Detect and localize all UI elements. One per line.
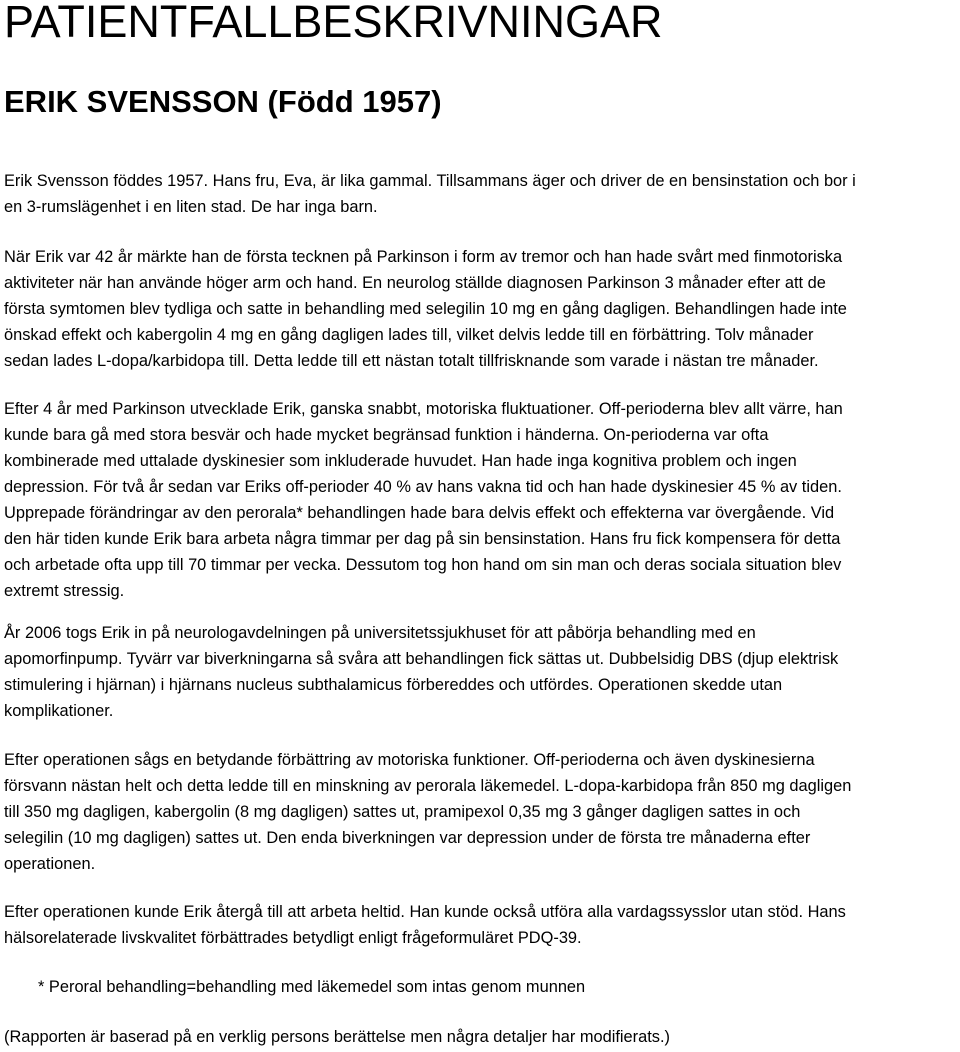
text-line: Erik Svensson föddes 1957. Hans fru, Eva, är lika gammal. Tillsammans äger och driver de en bensinstation och bor i: [4, 172, 856, 190]
patient-heading: ERIK SVENSSON (Född 1957): [4, 84, 442, 119]
text-line: sedan lades L-dopa/karbidopa till. Detta ledde till ett nästan totalt tillfrisknande som varade i nästan tre månader.: [4, 352, 819, 370]
document-title: PATIENTFALLBESKRIVNINGAR: [4, 0, 663, 47]
text-line: komplikationer.: [4, 702, 114, 720]
text-line: kunde bara gå med stora besvär och hade mycket begränsad funktion i händerna. On-perioderna var ofta: [4, 426, 769, 444]
text-line: första symtomen blev tydliga och satte in behandling med selegilin 10 mg en gång dagligen. Behandlingen hade inte: [4, 300, 847, 318]
text-line: Efter operationen sågs en betydande förbättring av motoriska funktioner. Off-perioderna och även dyskinesierna: [4, 751, 815, 769]
text-line: selegilin (10 mg dagligen) sattes ut. Den enda biverkningen var depression under de första tre månaderna efter: [4, 829, 811, 847]
text-line: Efter 4 år med Parkinson utvecklade Erik, ganska snabbt, motoriska fluktuationer. Off-perioderna blev allt värre, han: [4, 400, 843, 418]
paragraph-fluctuations: [4, 396, 956, 604]
text-line: Upprepade förändringar av den perorala* behandlingen hade bara delvis effekt och effekterna var övergående. Vid: [4, 504, 835, 522]
text-line: operationen.: [4, 855, 96, 873]
text-line: och arbetade ofta upp till 70 timmar per vecka. Dessutom tog hon hand om sin man och deras sociala situation blev: [4, 556, 842, 574]
text-line: apomorfinpump. Tyvärr var biverkningarna så svåra att behandlingen fick sättas ut. Dubbelsidig DBS (djup elektrisk: [4, 650, 839, 668]
footnote: * Peroral behandling=behandling med läkemedel som intas genom munnen: [38, 978, 586, 996]
text-line: kombinerade med uttalade dyskinesier som inkluderade huvudet. Han hade inga kognitiva problem och ingen: [4, 452, 797, 470]
text-line: den här tiden kunde Erik bara arbeta några timmar per dag på sin bensinstation. Hans fru fick kompensera för detta: [4, 530, 841, 548]
paragraph-dbs-operation: [4, 620, 956, 724]
text-line: en 3-rumslägenhet i en liten stad. De har inga barn.: [4, 198, 378, 216]
paragraph-outcome: [4, 899, 956, 951]
text-line: extremt stressig.: [4, 582, 125, 600]
paragraph-post-operation: [4, 747, 956, 877]
text-line: hälsorelaterade livskvalitet förbättrades betydligt enligt frågeformuläret PDQ-39.: [4, 929, 582, 947]
report-note: (Rapporten är baserad på en verklig persons berättelse men några detaljer har modifierats.): [4, 1028, 670, 1046]
paragraph-background: [4, 168, 956, 220]
text-line: önskad effekt och kabergolin 4 mg en gång dagligen lades till, vilket delvis ledde till en förbättring. Tolv månader: [4, 326, 814, 344]
text-line: till 350 mg dagligen, kabergolin (8 mg dagligen) sattes ut, pramipexol 0,35 mg 3 gånger dagligen sattes in och: [4, 803, 801, 821]
text-line: Efter operationen kunde Erik återgå till att arbeta heltid. Han kunde också utföra alla vardagssysslor utan stöd. Hans: [4, 903, 846, 921]
text-line: depression. För två år sedan var Eriks off-perioder 40 % av hans vakna tid och han hade dyskinesier 45 % av tiden.: [4, 478, 842, 496]
text-line: stimulering i hjärnan) i hjärnans nucleus subthalamicus förbereddes och utfördes. Operationen skedde utan: [4, 676, 783, 694]
paragraph-diagnosis: [4, 244, 956, 374]
text-line: försvann nästan helt och detta ledde till en minskning av perorala läkemedel. L-dopa-karbidopa från 850 mg dagligen: [4, 777, 852, 795]
text-line: aktiviteter när han använde höger arm och hand. En neurolog ställde diagnosen Parkinson 3 månader efter att de: [4, 274, 826, 292]
text-line: År 2006 togs Erik in på neurologavdelningen på universitetssjukhuset för att påbörja behandling med en: [4, 624, 756, 642]
text-line: När Erik var 42 år märkte han de första tecknen på Parkinson i form av tremor och han hade svårt med finmotoriska: [4, 248, 843, 266]
